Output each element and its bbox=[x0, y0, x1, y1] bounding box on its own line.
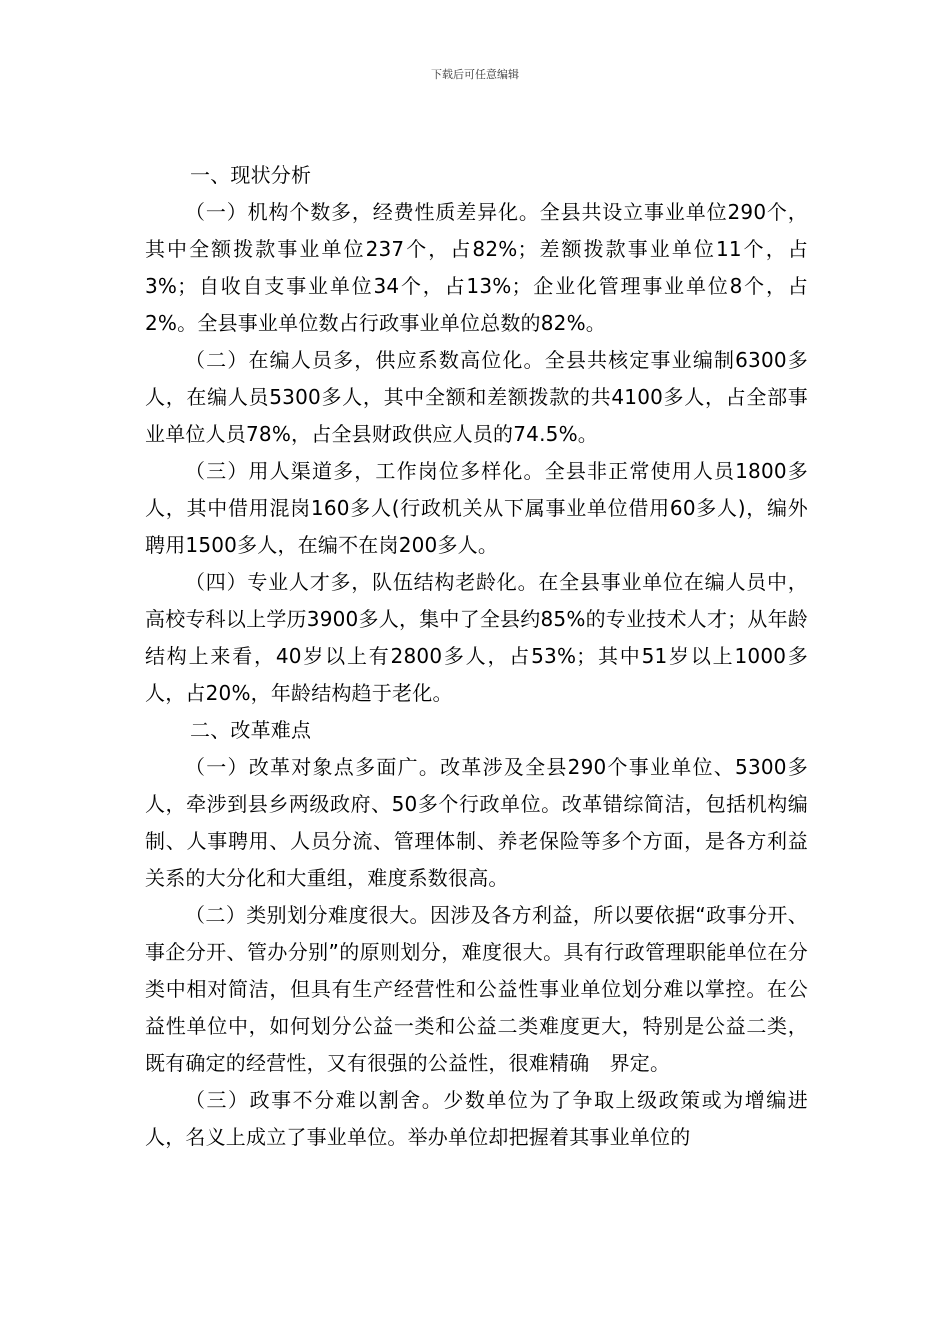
paragraph-reform-scope: （一）改革对象点多面广。改革涉及全县290个事业单位、5300多人，牵涉到县乡两级政府、50多个行政单位。改革错综简洁，包括机构编制、人事聘用、人员分流、管理体制、养老保险等多个方面，是各方利益关系的大分化和大重组，难度系数很高。 bbox=[145, 755, 808, 890]
paragraph-employment-channels: （三）用人渠道多，工作岗位多样化。全县非正常使用人员1800多人，其中借用混岗160多人(行政机关从下属事业单位借用60多人)，编外聘用1500多人，在编不在岗200多人。 bbox=[145, 459, 808, 557]
paragraph-separation: （三）政事不分难以割舍。少数单位为了争取上级政策或为增编进人，名义上成立了事业单位。举办单位却把握着其事业单位的 bbox=[145, 1088, 808, 1149]
paragraph-classification: （二）类别划分难度很大。因涉及各方利益，所以要依据“政事分开、事企分开、管办分别”的原则划分，难度很大。具有行政管理职能单位在分类中相对简洁，但具有生产经营性和公益性事业单位划分难以掌控。在公益性单位中，如何划分公益一类和公益二类难度更大，特别是公益二类，既有确定的经营性，又有很强的公益性，很难精确 界定。 bbox=[145, 903, 808, 1075]
document-body bbox=[145, 157, 808, 1156]
paragraph-institutions: （一）机构个数多，经费性质差异化。全县共设立事业单位290个，其中全额拨款事业单位237个，占82%；差额拨款事业单位11个，占3%；自收自支事业单位34个，占13%；企业化管理事业单位8个，占2%。全县事业单位数占行政事业单位总数的82%。 bbox=[145, 200, 808, 335]
paragraph-staffing: （二）在编人员多，供应系数高位化。全县共核定事业编制6300多人，在编人员5300多人，其中全额和差额拨款的共4100多人，占全部事业单位人员78%，占全县财政供应人员的74.5%。 bbox=[145, 348, 808, 446]
section-heading-reform-difficulties: 二、改革难点 bbox=[190, 718, 312, 742]
section-heading-current-status: 一、现状分析 bbox=[190, 163, 312, 187]
paragraph-professional-talent: （四）专业人才多，队伍结构老龄化。在全县事业单位在编人员中，高校专科以上学历3900多人，集中了全县约85%的专业技术人才；从年龄结构上来看，40岁以上有2800多人，占53%；其中51岁以上1000多人，占20%，年龄结构趋于老化。 bbox=[145, 570, 808, 705]
page-header-note: 下载后可任意编辑 bbox=[431, 68, 519, 81]
